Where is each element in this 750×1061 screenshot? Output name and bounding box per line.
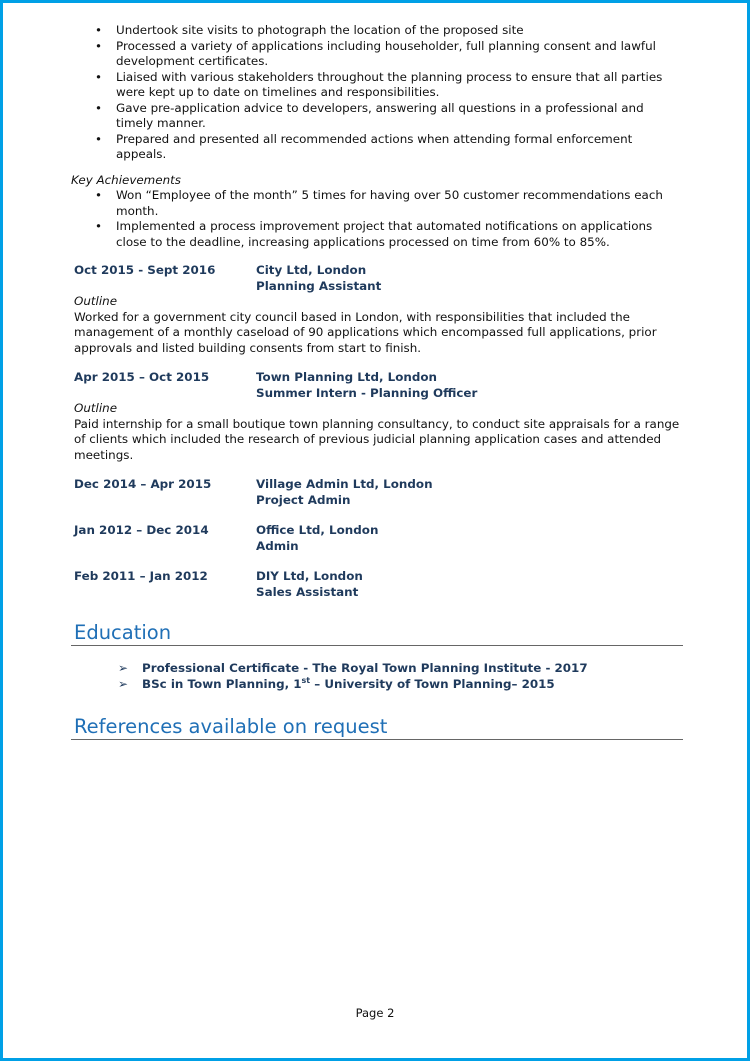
- arrow-bullet-icon: ➢: [118, 661, 128, 675]
- job-dates: Feb 2011 – Jan 2012: [74, 569, 208, 583]
- education-heading: Education: [71, 621, 683, 646]
- key-achievements-list: [71, 188, 683, 250]
- outline-text: Worked for a government city council based in London, with responsibilities that included the management of a monthly caseload of 90 applications which encompassed full applications, prior approvals and listed building consents from start to finish.: [74, 309, 657, 355]
- job-company: Town Planning Ltd, London: [256, 370, 438, 384]
- education-item: [71, 676, 683, 692]
- cv-content: [71, 23, 683, 740]
- job-company: DIY Ltd, London: [256, 569, 363, 583]
- job-entry: [71, 523, 683, 554]
- list-item: • Undertook site visits to photograph the location of the proposed site: [71, 23, 683, 39]
- job-entry: [71, 370, 683, 463]
- job-role: Admin: [256, 538, 299, 553]
- education-text: Professional Certificate - The Royal Town Planning Institute - 2017: [142, 661, 588, 675]
- education-list: [71, 660, 683, 692]
- education-item: [71, 660, 683, 676]
- key-achievements-title: Key Achievements: [71, 172, 181, 187]
- outline-title: Outline: [74, 294, 118, 308]
- outline-text: Paid internship for a small boutique town planning consultancy, to conduct site appraisals for a range of clients which included the research of previous judicial planning application cases and attended meetings.: [74, 416, 680, 462]
- education-text: BSc in Town Planning, 1: [142, 677, 302, 691]
- job-dates: Dec 2014 – Apr 2015: [74, 477, 212, 491]
- job-role: Sales Assistant: [256, 584, 359, 599]
- job-company: City Ltd, London: [256, 263, 367, 277]
- responsibilities-list: [71, 23, 683, 163]
- page-number: Page 2: [355, 1006, 395, 1020]
- arrow-bullet-icon: ➢: [118, 677, 128, 691]
- job-dates: Jan 2012 – Dec 2014: [74, 523, 209, 537]
- list-item: • Implemented a process improvement project that automated notifications on applications close to the deadline, increasing applications processed on time from 60% to 85%.: [71, 219, 683, 250]
- job-role: Summer Intern - Planning Officer: [256, 385, 478, 400]
- list-item: • Processed a variety of applications including householder, full planning consent and lawful development certificates.: [71, 39, 683, 70]
- list-item: • Gave pre-application advice to developers, answering all questions in a professional and timely manner.: [71, 101, 683, 132]
- job-entry: [71, 477, 683, 508]
- job-dates: Oct 2015 - Sept 2016: [74, 263, 216, 277]
- job-role: Project Admin: [256, 492, 351, 507]
- job-entry: [71, 569, 683, 600]
- job-role: Planning Assistant: [256, 278, 382, 293]
- list-item: • Won “Employee of the month” 5 times for having over 50 customer recommendations each month.: [71, 188, 683, 219]
- list-item: • Liaised with various stakeholders throughout the planning process to ensure that all parties were kept up to date on timelines and responsibilities.: [71, 70, 683, 101]
- job-company: Office Ltd, London: [256, 523, 379, 537]
- list-item: • Prepared and presented all recommended actions when attending formal enforcement appeals.: [71, 132, 683, 163]
- job-entry: [71, 263, 683, 356]
- outline-title: Outline: [74, 401, 118, 415]
- job-company: Village Admin Ltd, London: [256, 477, 433, 491]
- education-sup: st: [301, 676, 311, 686]
- references-heading: References available on request: [71, 715, 683, 740]
- education-text-rest: – University of Town Planning– 2015: [310, 677, 555, 691]
- job-dates: Apr 2015 – Oct 2015: [74, 370, 210, 384]
